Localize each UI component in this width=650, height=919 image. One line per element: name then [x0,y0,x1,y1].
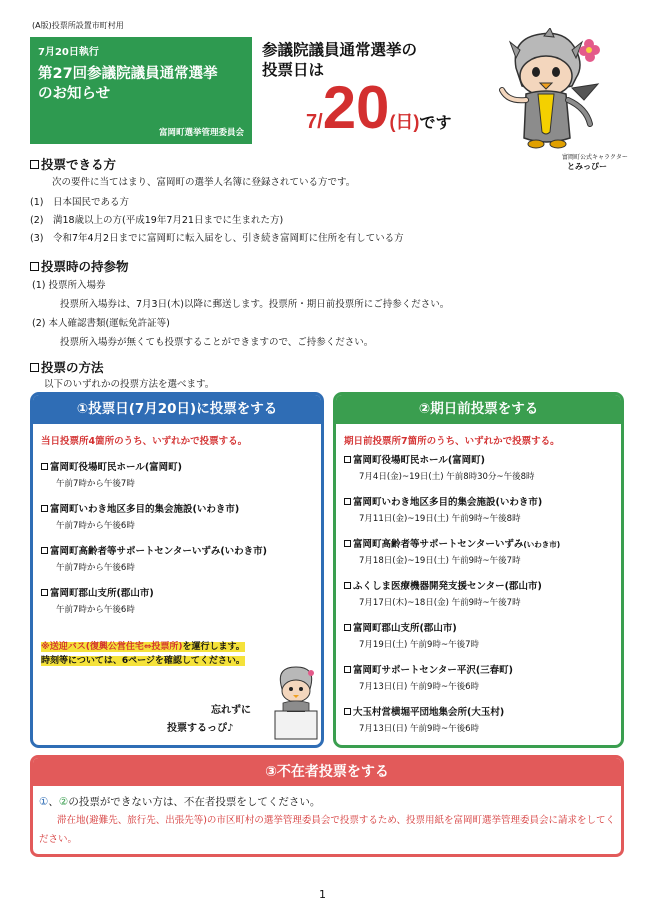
venue-name: 富岡町高齢者等サポートセンターいずみ [353,539,524,550]
checkbox-icon [344,456,351,463]
venue-name: 富岡町役場町民ホール [353,455,448,466]
voting-day-heading-line2: 投票日は [262,61,325,80]
checkbox-icon [41,547,48,554]
venue-name: 富岡町いわき地区多目的集会施設 [353,497,496,508]
absentee-voting-line1 [39,794,320,809]
list-item [344,578,624,608]
election-day-voting-box [30,392,324,748]
list-item [344,494,624,524]
eligible-item-1: (1) 日本国民である方 [30,197,129,208]
option-separator: 、 [48,796,59,808]
election-day-voting-header: ①投票日(7月20日)に投票をする [33,395,321,424]
checkbox-icon [344,498,351,505]
banner-title-line2: のお知らせ [38,85,111,102]
shuttle-bus-note [41,640,245,669]
bring-item-1-title: (1) 投票所入場券 [32,280,106,291]
list-item [344,662,624,692]
venue-area: (郡山市) [116,588,154,599]
voting-day-suffix: です [419,113,452,132]
venue-name: 大玉村営横堀平団地集会所 [353,707,468,718]
venue-area: (郡山市) [504,581,542,592]
checkbox-icon [30,262,39,271]
voting-day-date [306,74,452,142]
voting-day: 20 [322,74,390,141]
venue-name: 富岡町サポートセンター平沢 [353,665,476,676]
eligible-item-2: (2) 満18歳以上の方(平成19年7月21日までに生まれた方) [30,215,284,226]
list-item [344,704,624,734]
mascot-speech-line2: 投票するっぴ♪ [167,723,234,734]
early-voting-header: ②期日前投票をする [336,395,621,424]
section-voting-method-heading: 投票の方法 [30,358,104,376]
venue-hours: 7月13日(日) 午前9時~午後6時 [359,682,479,692]
venue-hours: 7月4日(金)~19日(土) 午前8時30分~午後8時 [359,472,535,482]
early-voting-subtitle: 期日前投票所7箇所のうち、いずれかで投票する。 [344,436,560,447]
title-banner [30,37,252,144]
bring-item-1-text: 投票所入場券は、7月3日(木)以降に郵送します。投票所・期日前投票所にご持参ください。 [60,299,450,310]
venue-hours: 7月13日(日) 午前9時~午後6時 [359,724,479,734]
list-item [344,452,624,482]
list-item [41,459,324,489]
list-item [344,620,624,650]
voting-method-intro: 以下のいずれかの投票方法を選べます。 [44,379,215,390]
venue-name: 富岡町郡山支所 [353,623,420,634]
mascot-speech-line1: 忘れずに [211,705,251,716]
mascot-illustration [486,28,616,156]
shuttle-bus-note-highlight: ※送迎バス(復興公営住宅⇔投票所) [41,642,183,652]
election-day-voting-subtitle: 当日投票所4箇所のうち、いずれかで投票する。 [41,436,248,447]
shuttle-bus-note-line2: 時刻等については、6ページを確認してください。 [41,656,245,667]
checkbox-icon [41,463,48,470]
list-item [41,585,324,615]
absentee-voting-box [30,755,624,857]
mascot-ballot-box-icon [269,665,323,743]
venue-name: ふくしま医療機器開発支援センター [353,581,505,592]
checkbox-icon [30,160,39,169]
venue-area: (富岡町) [447,455,485,466]
list-item [344,536,624,566]
bring-item-2-title: (2) 本人確認書類(運転免許証等) [32,318,170,329]
banner-title [38,65,244,104]
checkbox-icon [344,540,351,547]
venue-name: 富岡町高齢者等サポートセンターいずみ [50,546,221,557]
venue-hours: 午前7時から午後6時 [56,563,135,573]
banner-organization: 富岡町選挙管理委員会 [158,128,244,138]
venue-hours: 7月11日(金)~19日(土) 午前9時~午後8時 [359,514,521,524]
venue-hours: 7月19日(土) 午前9時~午後7時 [359,640,479,650]
checkbox-icon [344,624,351,631]
bring-item-2-text: 投票所入場券が無くても投票することができますので、ご持参ください。 [60,337,374,348]
voting-day-heading-line1: 参議院議員通常選挙の [262,41,418,59]
list-item [41,543,324,573]
option-2-marker: ② [58,796,69,808]
banner-title-line1: 第27回参議院議員通常選挙 [38,66,218,82]
page-number: 1 [319,888,326,901]
venue-area: (富岡町) [144,462,182,473]
absentee-voting-header: ③不在者投票をする [33,758,621,786]
venue-name: 富岡町いわき地区多目的集会施設 [50,504,193,515]
list-item [41,501,324,531]
mascot-icon [486,28,616,156]
voting-weekday: (日) [389,112,420,132]
checkbox-icon [344,666,351,673]
absentee-voting-line2: 滞在地(避難先、旅行先、出張先等)の市区町村の選挙管理委員会で投票するため、投票用紙を富岡町選挙管理委員会に請求をしてください。 [39,815,616,845]
mascot-caption: 富岡町公式キャラクター [562,154,628,161]
eligible-item-3: (3) 令和7年4月2日までに富岡町に転入届をし、引き続き富岡町に住所を有している方 [30,233,404,244]
section-eligible-voters-heading: 投票できる方 [30,155,116,173]
checkbox-icon [41,589,48,596]
venue-area: (郡山市) [419,623,457,634]
venue-area: (三春町) [475,665,514,676]
early-voting-box [333,392,624,748]
venue-area: (いわき市) [523,540,561,549]
venue-area: (大玉村) [467,707,505,718]
venue-hours: 7月17日(木)~18日(金) 午前9時~午後7時 [359,598,521,608]
checkbox-icon [30,363,39,372]
mascot-speech [181,703,251,718]
venue-hours: 7月18日(金)~19日(土) 午前9時~午後7時 [359,556,521,566]
venue-hours: 午前7時から午後6時 [56,605,135,615]
checkbox-icon [344,708,351,715]
venue-area: (いわき市) [495,497,543,508]
top-note: (A版)投票所設置市町村用 [32,21,124,30]
section-items-to-bring-heading: 投票時の持参物 [30,257,129,275]
shuttle-bus-note-rest: を運行します。 [182,642,245,652]
option-1-marker: ① [39,796,49,808]
venue-area: (いわき市) [192,504,240,515]
venue-area: (いわき市) [220,546,268,557]
absentee-voting-line1-text: の投票ができない方は、不在者投票をしてください。 [68,796,321,808]
mascot-name: とみっぴー [567,162,607,171]
checkbox-icon [344,582,351,589]
election-date-label: 7月20日執行 [38,47,99,58]
checkbox-icon [41,505,48,512]
voting-month: 7/ [306,111,323,133]
venue-hours: 午前7時から午後6時 [56,521,135,531]
venue-name: 富岡町役場町民ホール [50,462,145,473]
venue-name: 富岡町郡山支所 [50,588,117,599]
venue-hours: 午前7時から午後7時 [56,479,135,489]
eligible-intro: 次の要件に当てはまり、富岡町の選挙人名簿に登録されている方です。 [52,177,356,188]
